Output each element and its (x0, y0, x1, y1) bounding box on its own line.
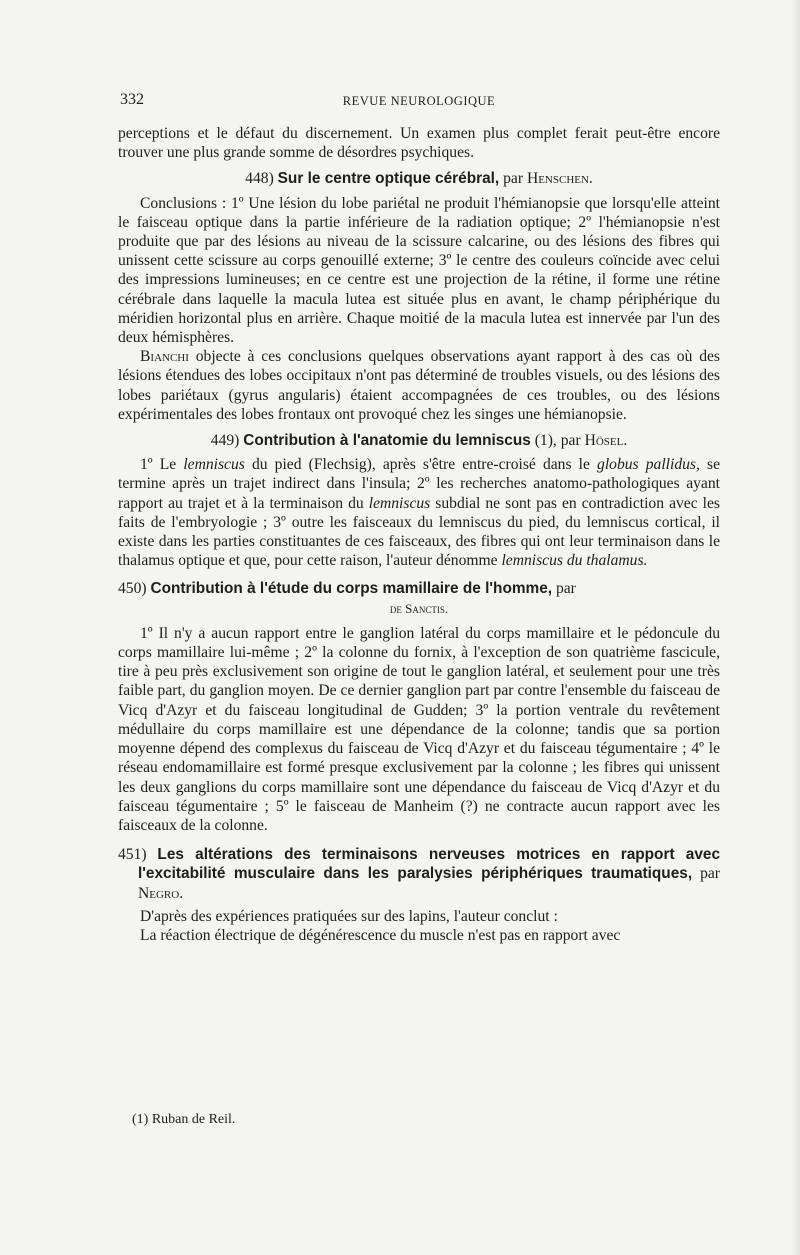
p449-e: se termine après un trajet indirect dans l'insula; 2º les recherches anatomo-pathologiques ayant rapport au trajet et à la terminaison du (118, 456, 721, 512)
p449-f: lemniscus (368, 494, 431, 512)
article-450-author: de Sanctis. (389, 600, 449, 616)
article-451-heading (118, 845, 720, 903)
article-450-paragraph: 1º Il n'y a aucun rapport entre le ganglion latéral du corps mamillaire et le pédoncule du corps mamillaire lui-même ; 2º la colonne du fornix, à l'exception de son quatrième fascicule, tire à peu près exclusivement son origine de tout le ganglion latéral, et seulement pour une très faible part, du ganglion moyen. De ce dernier ganglion part par contre l'ensemble du faisceau de Vicq d'Azyr et du faisceau longitudinal de Gudden; 3º la portion ventrale du revêtement médullaire du corps mamillaire est une dépendance de la colonne; tandis que sa portion moyenne dépend des complexus du faisceau de Vicq d'Azyr et du faisceau tégumentaire ; 4º le réseau endomamillaire est formé presque exclusivement par la colonne ; les fibres qui unissent les deux ganglions du corps mamillaire sont une dépendance du faisceau de Vicq d'Azyr et du faisceau tégumentaire ; 5º le faisceau de Manheim (?) ne contracte aucun rapport avec les faisceaux de la colonne. (118, 624, 720, 834)
p449-h: lemniscus du thalamus. (501, 552, 648, 570)
article-448-paragraph-1: Conclusions : 1º Une lésion du lobe pariétal ne produit l'hémianopsie que lorsqu'elle atteint le faisceau optique dans la partie inférieure de la radiation optique; 2º l'hémianopsie n'est produite que par des lésions au niveau de la scissure calcarine, ou des lésions des fibres qui unissent cette scissure au corps genouillé externe; 3º le centre des couleurs coïncide avec celui des impressions lumineuses; en ce centre est une projection de la rétine, il forme une rétine cérébrale dans laquelle la macula lutea est située plus en avant, le champ périphérique du méridien horizontal plus en arrière. Chaque moitié de la macula lutea est innervée par l'un des deux hémisphères. (118, 194, 720, 347)
p449-d: globus pallidus, (597, 456, 700, 474)
article-451-number: 451) (118, 846, 147, 864)
article-450-number: 450) (118, 580, 147, 598)
body-text (118, 124, 720, 945)
bianchi-author: Bianchi (140, 348, 189, 366)
article-451-author: Negro. (138, 884, 184, 902)
article-449-number: 449) (210, 432, 240, 450)
p449-a: 1º Le (140, 456, 177, 474)
article-448-title: Sur le centre optique cérébral, (277, 170, 500, 188)
p449-c: du pied (Flechsig), après s'être entre-croisé dans le (251, 456, 590, 474)
intro-paragraph: perceptions et le défaut du discernement. Un examen plus complet ferait peut-être encore trouver une plus grande somme de désordres psychiques. (118, 125, 720, 162)
scan-edge (792, 0, 800, 1255)
journal-title: REVUE NEUROLOGIQUE (342, 94, 496, 108)
article-448-author: Henschen. (526, 170, 593, 188)
article-451-by: par (700, 865, 720, 883)
article-448-paragraph-2 (118, 347, 720, 424)
footnote-reference: (1), (534, 432, 557, 450)
article-448-by: par (503, 170, 524, 188)
article-449-author: Hösel. (584, 432, 628, 450)
article-448-number: 448) (245, 170, 274, 188)
article-451-paragraph-1: D'après des expériences pratiquées sur des lapins, l'auteur conclut : (140, 907, 558, 925)
p449-g: subdial ne sont pas en contradiction avec les faits de l'embryologie ; 3º outre les faisceaux du lemniscus du pied, du lemniscus cortical, il existe dans les parties constituantes de ces faisceaux, des fibres qui ont leur terminaison dans le thalamus optique et que, pour cette raison, l'auteur dénomme (118, 494, 720, 570)
article-448-heading (118, 169, 720, 188)
article-449-heading (118, 431, 720, 450)
article-451-paragraph-2: La réaction électrique de dégénérescence du muscle n'est pas en rapport avec (140, 926, 621, 944)
p449-b: lemniscus (183, 456, 245, 474)
article-448-paragraph-2-text: objecte à ces conclusions quelques observations ayant rapport à des cas où des lésions étendues des lobes occipitaux n'ont pas déterminé de troubles visuels, ou des lésions des lobes pariétaux (gyrus angularis) étaient accompagnées de ces troubles, ou des lésions expérimentales des lobes frontaux ont provoqué chez les singes une hémianopsie. (118, 348, 720, 423)
article-450-by: par (555, 580, 576, 598)
article-449-by: par (560, 432, 581, 450)
footnote: (1) Ruban de Reil. (132, 1112, 236, 1127)
article-449-title: Contribution à l'anatomie du lemniscus (243, 432, 531, 450)
article-449-paragraph (118, 455, 720, 570)
article-451-title: Les altérations des terminaisons nerveuses motrices en rapport avec l'excitabilité musculaire dans les paralysies périphériques traumatiques, (138, 846, 720, 883)
page-number: 332 (120, 91, 144, 108)
article-450-heading (118, 579, 720, 598)
article-450-title: Contribution à l'étude du corps mamillaire de l'homme, (150, 580, 553, 598)
